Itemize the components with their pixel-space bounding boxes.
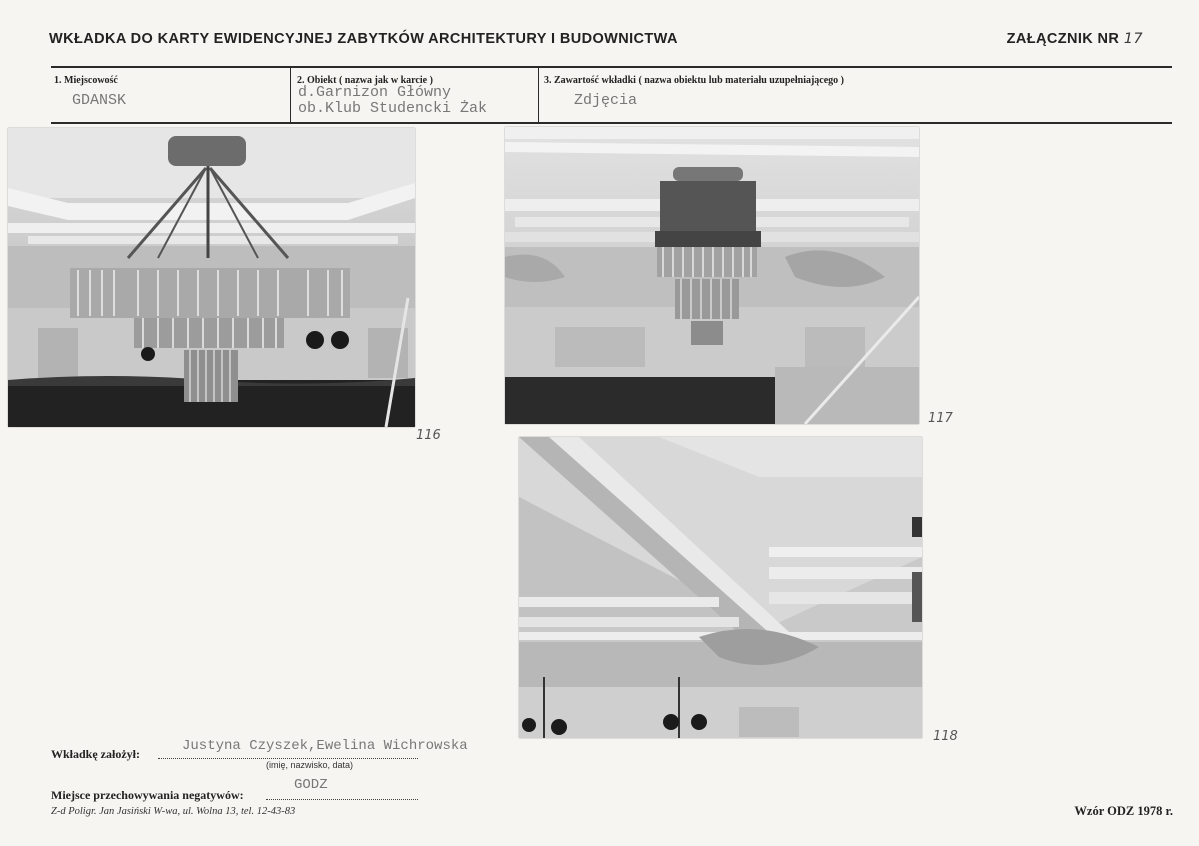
negatives-value: GODZ [294,777,328,793]
negatives-dotted-line [266,799,418,800]
annex-label: ZAŁĄCZNIK NR [1006,31,1120,47]
annex-number [1007,31,1143,47]
object-value-line1: d.Garnizon Główny [298,84,452,101]
chandelier-photo-image [8,128,415,427]
ceiling-photo-image [519,437,922,738]
sheet-title: WKŁADKA DO KARTY EWIDENCYJNEJ ZABYTKÓW ARCHITEKTURY I BUDOWNICTWA [49,31,678,47]
content-value: Zdjęcia [574,92,638,109]
table-bottom-rule [51,122,1172,124]
photo-118-ceiling [519,437,922,738]
photo-number-118: 118 [933,729,958,744]
founder-dotted-line [158,758,418,759]
negatives-label: Miejsce przechowywania negatywów: [51,788,244,802]
form-model: Wzór ODZ 1978 r. [1074,804,1173,818]
object-label: 2. Obiekt ( nazwa jak w karcie ) [297,75,433,86]
table-top-rule [51,66,1172,68]
photo-number-117: 117 [928,411,953,426]
locality-label: 1. Miejscowość [54,75,118,86]
photo-117-chandelier [505,127,919,424]
locality-value: GDANSK [72,92,127,109]
annex-number-handwritten: 17 [1123,31,1143,47]
founder-label: Wkładkę założył: [51,747,140,761]
photo-116-chandelier [8,128,415,427]
column-divider-2 [538,66,539,122]
column-divider-1 [290,66,291,122]
object-value-line2: ob.Klub Studencki Żak [298,100,488,117]
founder-value: Justyna Czyszek,Ewelina Wichrowska [182,738,468,754]
chandelier-photo-2-image [505,127,919,424]
photo-number-116: 116 [416,428,441,443]
printer-imprint: Z-d Poligr. Jan Jasiński W-wa, ul. Wolna 13, tel. 12-43-83 [51,806,296,817]
content-label: 3. Zawartość wkładki ( nazwa obiektu lub materiału uzupełniającego ) [544,75,845,86]
founder-sublabel: (imię, nazwisko, data) [266,760,354,770]
